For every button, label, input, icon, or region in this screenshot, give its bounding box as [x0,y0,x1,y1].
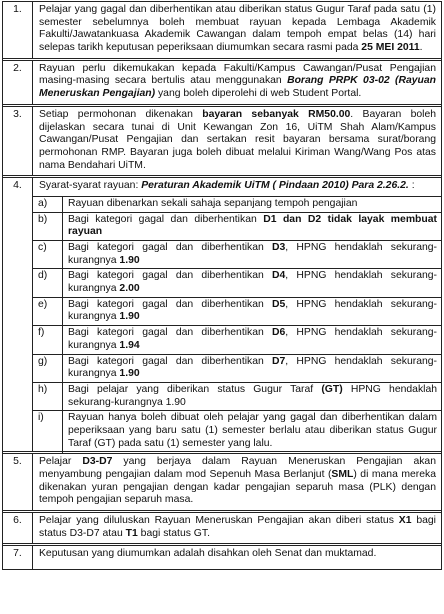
condition-row [33,325,441,353]
condition-text [63,298,441,325]
form-name: Borang PRPK 03-02 (Rayuan Meneruskan Pengajian) [39,75,436,100]
min-cgpa: 1.90 [119,368,140,380]
rule-row-6 [3,510,441,543]
rule-text-part: Syarat-syarat rayuan: [39,180,142,192]
rule-text [33,2,441,58]
min-cgpa: 1.94 [119,339,140,351]
condition-row [33,196,441,212]
condition-text-part: HPNG hendaklah sekurang-kurangnya 1.90 [68,383,438,408]
rule-row-2 [3,58,441,104]
rule-row-4 [3,175,441,451]
condition-label: i) [33,411,63,454]
condition-text [63,241,441,268]
condition-text-part: Bagi pelajar yang diberikan status Gugur Taraf [68,383,322,395]
condition-label: a) [33,197,63,212]
rule-row-3 [3,104,441,175]
rule-text-part: bagi status D3-D7 atau [39,515,436,539]
condition-text-part: Bagi kategori gagal dan diberhentikan [68,213,264,225]
condition-label: c) [33,241,63,268]
condition-text-part: , HPNG hendaklah sekurang-kurangnya [68,355,437,380]
condition-text: Rayuan dibenarkan sekali sahaja sepanjang tempoh pengajian [68,197,358,209]
rule-number: 6. [3,513,33,543]
condition-label: b) [33,213,63,240]
condition-text-part: Bagi kategori gagal dan diberhentikan [68,242,272,253]
rule-text-part: Pelajar yang diluluskan Rayuan Meneruskan Pengajian akan diberi status [39,515,399,527]
conditions-list [33,196,441,454]
condition-row [33,354,441,382]
condition-text [63,355,441,382]
condition-text-part: , HPNG hendaklah sekurang-kurangnya [68,298,437,323]
rule-text-part: Pelajar yang gagal dan diberhentikan atau diberikan status Gugur Taraf pada satu (1) semester sebelumnya boleh membuat rayuan kepada Lembaga Akademik Fakulti/Jawatankuasa Akademik Cawangan dalam tempoh empat belas (14) hari selepas tarikh keputusan peperiksaan diumumkan secara rasmi pada [39,4,436,54]
condition-row [33,212,441,240]
condition-category: D4 [271,270,286,282]
condition-category: D7 [271,355,286,367]
condition-text-part: , HPNG hendaklah sekurang-kurangnya [68,242,437,266]
rule-number: 2. [3,61,33,104]
condition-row [33,410,441,454]
rule-row-5 [3,451,441,510]
condition-category: D3 [271,242,286,253]
rule-text [33,178,441,451]
rule-number: 3. [3,107,33,175]
rule-number: 5. [3,454,33,510]
condition-label: h) [33,383,63,410]
rule-text-part: . Bayaran boleh dijelaskan secara tunai di Unit Kewangan Zon 16, UiTM Shah Alam/Kampus Cawangan/Pusat Pengajian dan sertakan resit bayaran bersama surat/borang permohonan RMP. Bayaran juga boleh dibuat melalui Kiriman Wang/Wang Pos atas nama Bendahari UiTM. [39,108,436,171]
condition-text-part: Bagi kategori gagal dan diberhentikan [68,355,272,367]
min-cgpa: 1.90 [119,311,140,323]
min-cgpa: 2.00 [119,283,140,295]
condition-label: f) [33,326,63,353]
condition-row [33,297,441,325]
rule-text-part: : [411,180,415,192]
rule-row-7 [3,543,441,569]
rule-row-1 [3,2,441,58]
rule-text-part: Keputusan yang diumumkan adalah disahkan oleh Senat dan muktamad. [39,548,377,560]
condition-label: e) [33,298,63,325]
condition-text [63,269,441,296]
condition-text-part: , HPNG hendaklah sekurang-kurangnya [68,270,437,295]
rule-number: 1. [3,2,33,58]
rule-text [33,546,441,569]
rule-text [33,454,441,510]
conditions-intro [39,180,436,193]
condition-label: g) [33,355,63,382]
condition-text: Rayuan hanya boleh dibuat oleh pelajar yang gagal dan diberhentikan dalam peperiksaan yang baru satu (1) semester berlalu atau diberikan status Gugur Taraf (GT) pada satu (1) semester yang lalu. [68,412,437,449]
condition-text-part: Bagi kategori gagal dan diberhentikan [68,327,272,339]
category-range: D3-D7 [82,456,113,468]
condition-category: D6 [271,327,286,339]
condition-label: d) [33,269,63,296]
rule-text-part: Pelajar [39,456,83,468]
condition-row [33,268,441,296]
study-mode-code: SML [331,469,354,480]
condition-category: D5 [271,298,286,310]
appeal-deadline-date: 25 MEI 2011 [361,42,420,54]
status-code: X1 [398,515,412,527]
rule-number: 7. [3,546,33,569]
condition-row [33,382,441,410]
rule-text-part: Setiap permohonan dikenakan [39,108,203,120]
condition-row [33,240,441,268]
condition-text-part: Bagi kategori gagal dan diberhentikan [68,270,272,282]
condition-text [63,213,441,240]
rule-text-part: . [419,42,423,54]
appeal-rules-table [2,1,442,570]
condition-text [63,326,441,353]
rule-text [33,61,441,104]
regulation-reference: Peraturan Akademik UiTM ( Pindaan 2010) Para 2.26.2. [141,180,412,192]
rule-text-part: yang boleh diperolehi di web Student Portal. [155,88,362,100]
condition-text [63,383,441,410]
min-cgpa: 1.90 [119,254,140,266]
condition-text-part: Bagi kategori gagal dan diberhentikan [68,298,272,310]
rule-text-part: ) di mana mereka dikenakan yuran pengajian dengan kadar pengajian separuh masa (PLK) dengan tempoh pengajian separuh masa. [39,469,436,506]
condition-category: D1 dan D2 tidak layak membuat rayuan [68,213,437,238]
condition-text-part: , HPNG hendaklah sekurang-kurangnya [68,327,437,351]
rule-text [33,513,441,543]
condition-category: (GT) [321,383,343,395]
rule-number: 4. [3,178,33,451]
rule-text-part: Rayuan perlu dikemukakan kepada Fakulti/Kampus Cawangan/Pusat Pengajian masing-masing secara bertulis atau menggunakan [39,62,436,87]
rule-text-part: bagi status GT. [137,527,210,539]
rule-text [33,107,441,175]
fee-amount: bayaran sebanyak RM50.00 [202,108,351,120]
status-code: T1 [125,527,138,539]
rule-text-part: yang berjaya dalam Rayuan Meneruskan Pengajian akan menyambung pengajian dalam mod Sepenuh Masa Berlanjut ( [39,456,436,480]
